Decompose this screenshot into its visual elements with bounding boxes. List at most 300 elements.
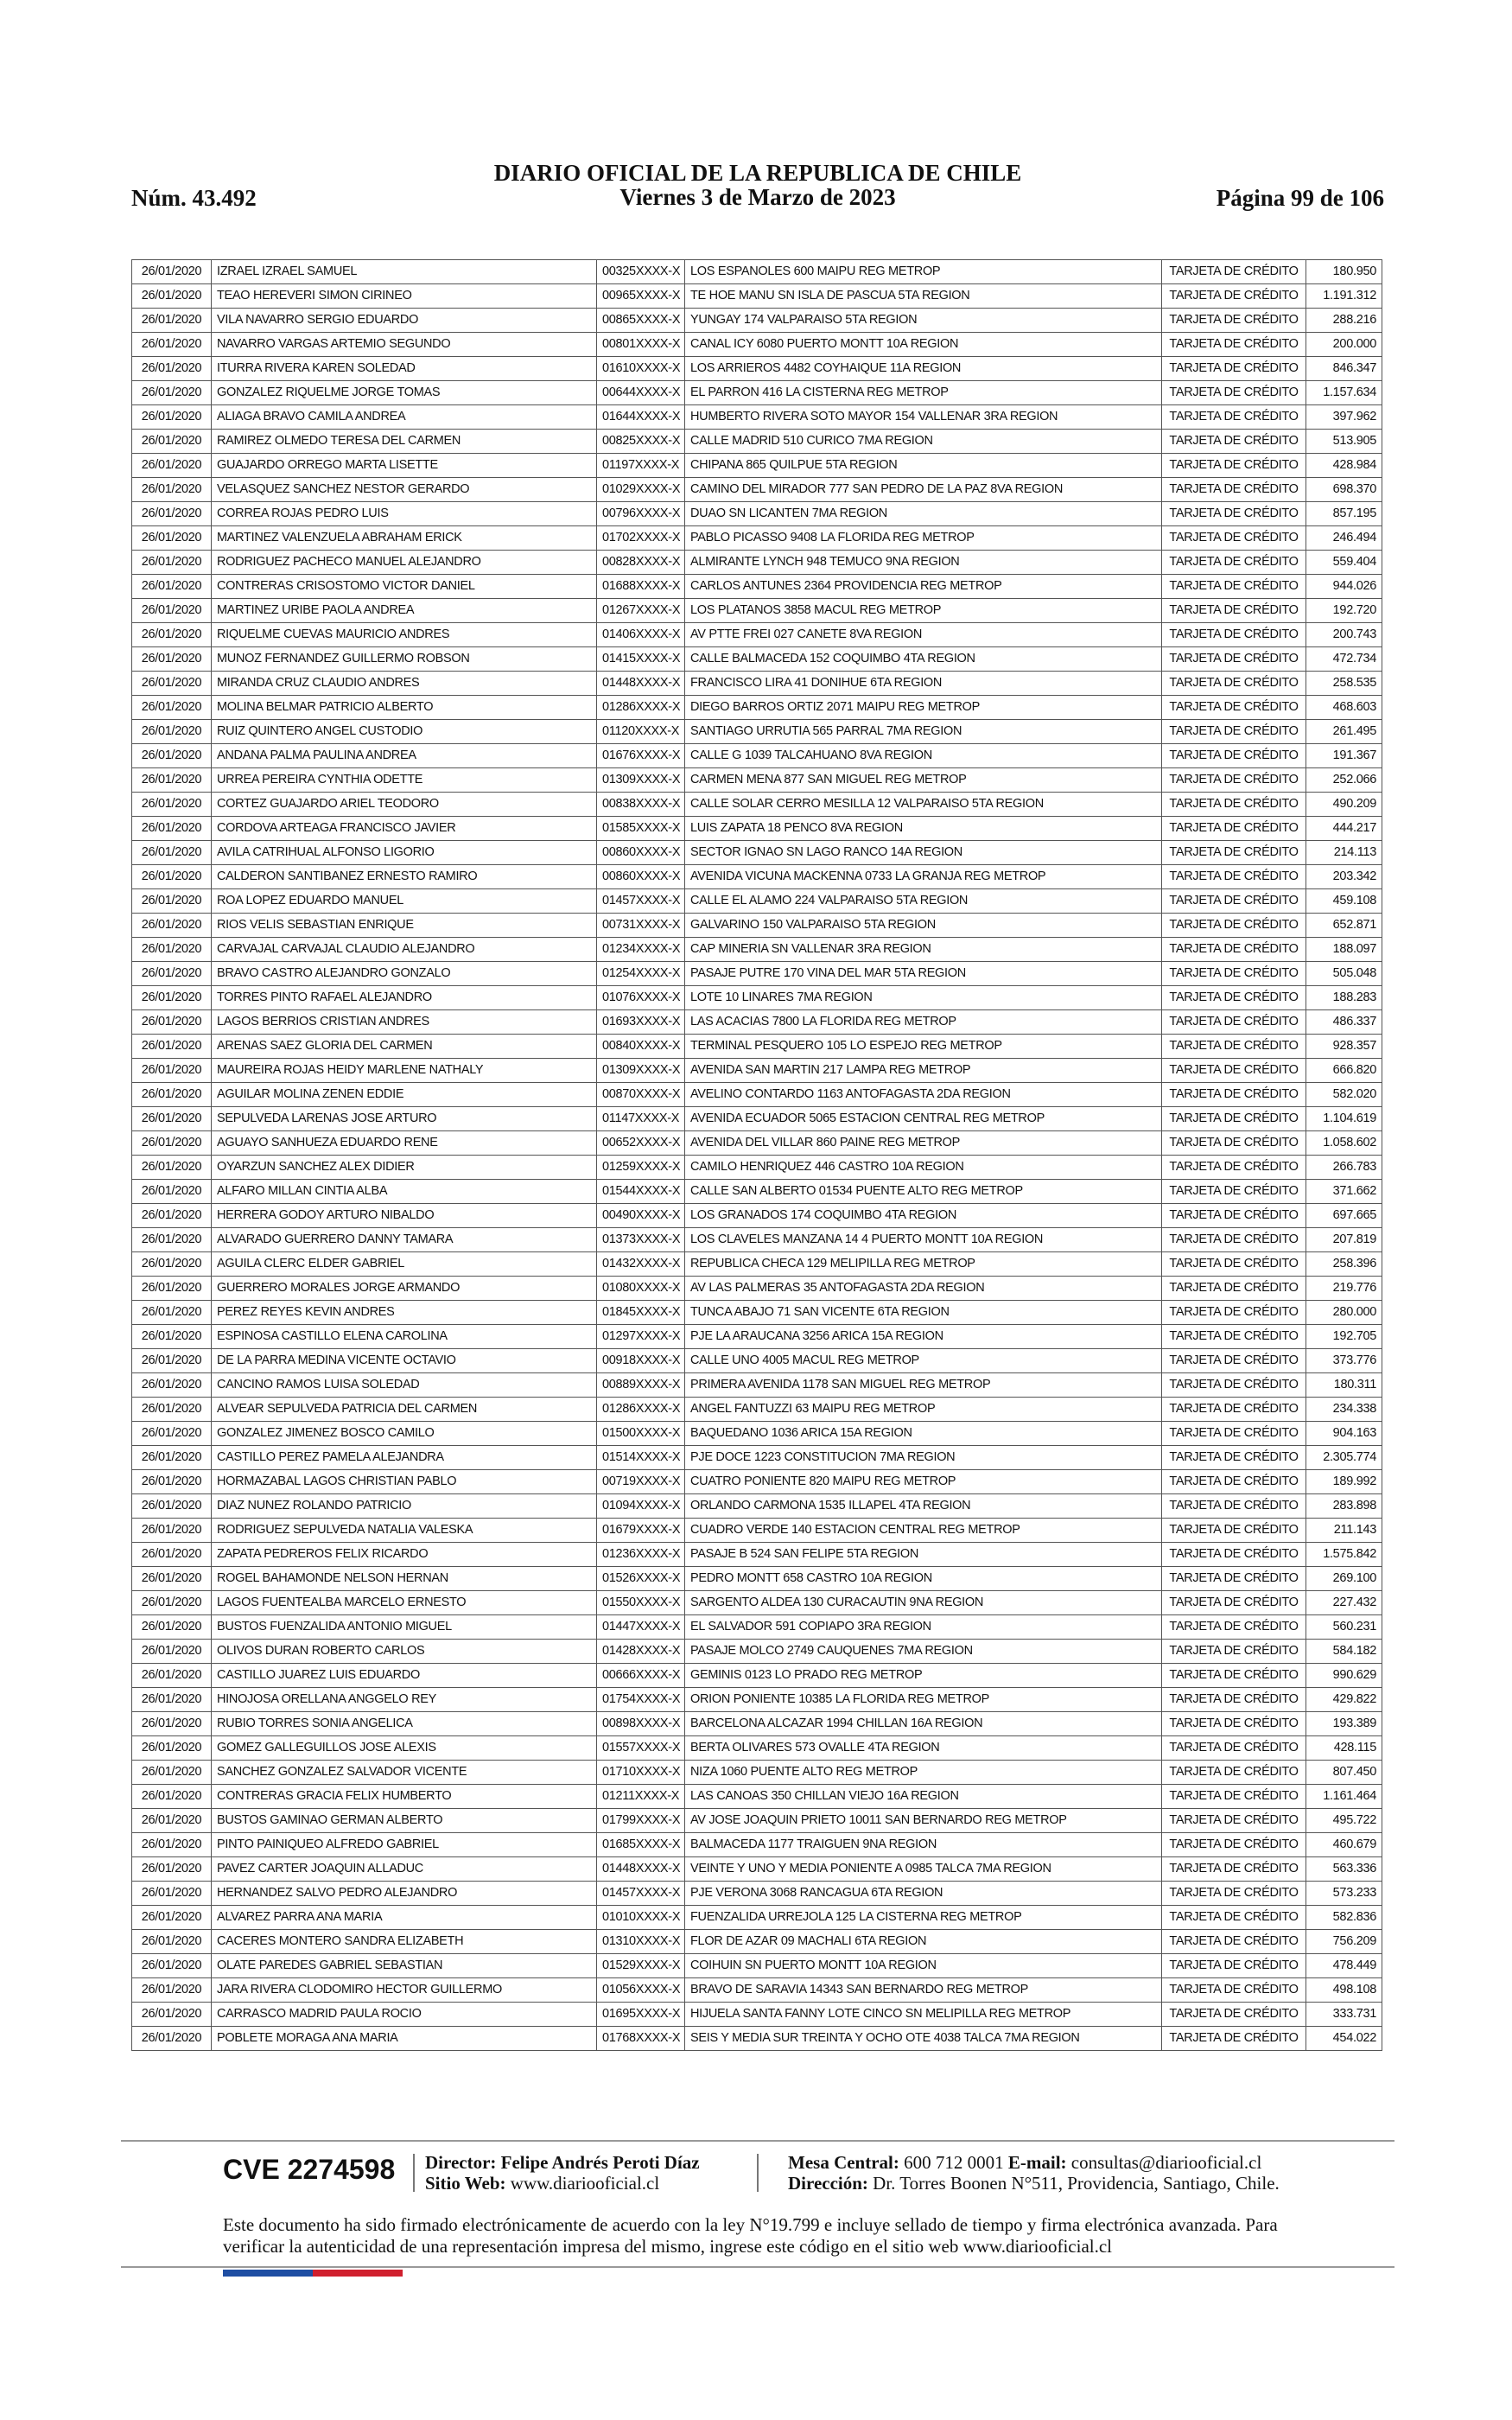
date-cell: 26/01/2020	[132, 1930, 212, 1954]
name-cell: RUIZ QUINTERO ANGEL CUSTODIO	[212, 720, 597, 744]
date-cell: 26/01/2020	[132, 1083, 212, 1107]
records-table-body	[132, 260, 1382, 2051]
rut-cell: 01526XXXX-X	[597, 1567, 685, 1591]
date-cell: 26/01/2020	[132, 1228, 212, 1252]
date-cell: 26/01/2020	[132, 1422, 212, 1446]
table-row	[132, 1131, 1382, 1156]
payment-type-cell: TARJETA DE CRÉDITO	[1162, 1615, 1306, 1640]
table-row	[132, 1809, 1382, 1833]
payment-type-cell: TARJETA DE CRÉDITO	[1162, 599, 1306, 623]
date-cell: 26/01/2020	[132, 672, 212, 696]
date-cell: 26/01/2020	[132, 768, 212, 793]
name-cell: VELASQUEZ SANCHEZ NESTOR GERARDO	[212, 478, 597, 502]
payment-type-cell: TARJETA DE CRÉDITO	[1162, 1882, 1306, 1906]
address-cell: ALMIRANTE LYNCH 948 TEMUCO 9NA REGION	[685, 551, 1162, 575]
rut-cell: 01286XXXX-X	[597, 696, 685, 720]
payment-type-cell: TARJETA DE CRÉDITO	[1162, 381, 1306, 405]
address-cell: SECTOR IGNAO SN LAGO RANCO 14A REGION	[685, 841, 1162, 865]
table-row	[132, 1761, 1382, 1785]
rut-cell: 01710XXXX-X	[597, 1761, 685, 1785]
footer-divider-top	[121, 2140, 1394, 2142]
date-cell: 26/01/2020	[132, 1325, 212, 1349]
name-cell: CALDERON SANTIBANEZ ERNESTO RAMIRO	[212, 865, 597, 889]
date-cell: 26/01/2020	[132, 1857, 212, 1882]
address-cell: LAS CANOAS 350 CHILLAN VIEJO 16A REGION	[685, 1785, 1162, 1809]
address-cell: TUNCA ABAJO 71 SAN VICENTE 6TA REGION	[685, 1301, 1162, 1325]
table-row	[132, 1301, 1382, 1325]
address-cell: BRAVO DE SARAVIA 14343 SAN BERNARDO REG METROP	[685, 1978, 1162, 2003]
name-cell: SANCHEZ GONZALEZ SALVADOR VICENTE	[212, 1761, 597, 1785]
address-cell: FUENZALIDA URREJOLA 125 LA CISTERNA REG METROP	[685, 1906, 1162, 1930]
table-row	[132, 1373, 1382, 1398]
amount-cell: 266.783	[1306, 1156, 1382, 1180]
rut-cell: 01211XXXX-X	[597, 1785, 685, 1809]
name-cell: URREA PEREIRA CYNTHIA ODETTE	[212, 768, 597, 793]
address-cell: BERTA OLIVARES 573 OVALLE 4TA REGION	[685, 1736, 1162, 1761]
table-row	[132, 1833, 1382, 1857]
name-cell: MAUREIRA ROJAS HEIDY MARLENE NATHALY	[212, 1059, 597, 1083]
web-link[interactable]: www.diariooficial.cl	[510, 2173, 660, 2194]
date-cell: 26/01/2020	[132, 1010, 212, 1035]
name-cell: CASTILLO PEREZ PAMELA ALEJANDRA	[212, 1446, 597, 1470]
rut-cell: 01147XXXX-X	[597, 1107, 685, 1131]
date-cell: 26/01/2020	[132, 430, 212, 454]
amount-cell: 258.396	[1306, 1252, 1382, 1277]
payment-type-cell: TARJETA DE CRÉDITO	[1162, 1978, 1306, 2003]
table-row	[132, 1494, 1382, 1519]
amount-cell: 269.100	[1306, 1567, 1382, 1591]
payment-type-cell: TARJETA DE CRÉDITO	[1162, 1059, 1306, 1083]
payment-type-cell: TARJETA DE CRÉDITO	[1162, 526, 1306, 551]
amount-cell: 288.216	[1306, 309, 1382, 333]
date-cell: 26/01/2020	[132, 333, 212, 357]
address-cell: CALLE BALMACEDA 152 COQUIMBO 4TA REGION	[685, 647, 1162, 672]
table-row	[132, 962, 1382, 986]
date-cell: 26/01/2020	[132, 1615, 212, 1640]
payment-type-cell: TARJETA DE CRÉDITO	[1162, 1761, 1306, 1785]
payment-type-cell: TARJETA DE CRÉDITO	[1162, 1567, 1306, 1591]
table-row	[132, 1712, 1382, 1736]
date-cell: 26/01/2020	[132, 1664, 212, 1688]
address-cell: AVENIDA ECUADOR 5065 ESTACION CENTRAL REG METROP	[685, 1107, 1162, 1131]
address-value: Dr. Torres Boonen N°511, Providencia, Santiago, Chile.	[873, 2173, 1280, 2194]
payment-type-cell: TARJETA DE CRÉDITO	[1162, 1010, 1306, 1035]
amount-cell: 573.233	[1306, 1882, 1382, 1906]
address-cell: BARCELONA ALCAZAR 1994 CHILLAN 16A REGION	[685, 1712, 1162, 1736]
date-cell: 26/01/2020	[132, 1567, 212, 1591]
address-cell: CALLE SOLAR CERRO MESILLA 12 VALPARAISO 5TA REGION	[685, 793, 1162, 817]
date-cell: 26/01/2020	[132, 502, 212, 526]
rut-cell: 01297XXXX-X	[597, 1325, 685, 1349]
address-cell: LOTE 10 LINARES 7MA REGION	[685, 986, 1162, 1010]
date-cell: 26/01/2020	[132, 1736, 212, 1761]
date-cell: 26/01/2020	[132, 1809, 212, 1833]
rut-cell: 00860XXXX-X	[597, 865, 685, 889]
rut-cell: 00840XXXX-X	[597, 1035, 685, 1059]
name-cell: CORREA ROJAS PEDRO LUIS	[212, 502, 597, 526]
amount-cell: 234.338	[1306, 1398, 1382, 1422]
table-row	[132, 1906, 1382, 1930]
web-label: Sitio Web:	[425, 2173, 506, 2194]
date-cell: 26/01/2020	[132, 1131, 212, 1156]
payment-type-cell: TARJETA DE CRÉDITO	[1162, 2027, 1306, 2051]
address-cell: CAMILO HENRIQUEZ 446 CASTRO 10A REGION	[685, 1156, 1162, 1180]
amount-cell: 207.819	[1306, 1228, 1382, 1252]
date-cell: 26/01/2020	[132, 1640, 212, 1664]
date-cell: 26/01/2020	[132, 817, 212, 841]
amount-cell: 373.776	[1306, 1349, 1382, 1373]
date-cell: 26/01/2020	[132, 309, 212, 333]
name-cell: POBLETE MORAGA ANA MARIA	[212, 2027, 597, 2051]
amount-cell: 397.962	[1306, 405, 1382, 430]
date-cell: 26/01/2020	[132, 1543, 212, 1567]
date-cell: 26/01/2020	[132, 1204, 212, 1228]
date-cell: 26/01/2020	[132, 1954, 212, 1978]
payment-type-cell: TARJETA DE CRÉDITO	[1162, 1470, 1306, 1494]
amount-cell: 478.449	[1306, 1954, 1382, 1978]
address-cell: AVELINO CONTARDO 1163 ANTOFAGASTA 2DA REGION	[685, 1083, 1162, 1107]
payment-type-cell: TARJETA DE CRÉDITO	[1162, 309, 1306, 333]
name-cell: RODRIGUEZ PACHECO MANUEL ALEJANDRO	[212, 551, 597, 575]
date-cell: 26/01/2020	[132, 1156, 212, 1180]
payment-type-cell: TARJETA DE CRÉDITO	[1162, 1156, 1306, 1180]
amount-cell: 444.217	[1306, 817, 1382, 841]
amount-cell: 490.209	[1306, 793, 1382, 817]
rut-cell: 01309XXXX-X	[597, 1059, 685, 1083]
rut-cell: 00644XXXX-X	[597, 381, 685, 405]
address-cell: DIEGO BARROS ORTIZ 2071 MAIPU REG METROP	[685, 696, 1162, 720]
amount-cell: 219.776	[1306, 1277, 1382, 1301]
address-cell: COIHUIN SN PUERTO MONTT 10A REGION	[685, 1954, 1162, 1978]
address-cell: FRANCISCO LIRA 41 DONIHUE 6TA REGION	[685, 672, 1162, 696]
table-row	[132, 1059, 1382, 1083]
address-cell: GEMINIS 0123 LO PRADO REG METROP	[685, 1664, 1162, 1688]
date-cell: 26/01/2020	[132, 1761, 212, 1785]
table-row	[132, 575, 1382, 599]
payment-type-cell: TARJETA DE CRÉDITO	[1162, 1204, 1306, 1228]
rut-cell: 01679XXXX-X	[597, 1519, 685, 1543]
table-row	[132, 1954, 1382, 1978]
director-info	[425, 2152, 700, 2194]
date-cell: 26/01/2020	[132, 1059, 212, 1083]
address-cell: SANTIAGO URRUTIA 565 PARRAL 7MA REGION	[685, 720, 1162, 744]
rut-cell: 01845XXXX-X	[597, 1301, 685, 1325]
name-cell: OLIVOS DURAN ROBERTO CARLOS	[212, 1640, 597, 1664]
name-cell: CARRASCO MADRID PAULA ROCIO	[212, 2003, 597, 2027]
amount-cell: 1.104.619	[1306, 1107, 1382, 1131]
name-cell: AGUILA CLERC ELDER GABRIEL	[212, 1252, 597, 1277]
email-link[interactable]: consultas@diariooficial.cl	[1070, 2152, 1262, 2173]
payment-type-cell: TARJETA DE CRÉDITO	[1162, 1301, 1306, 1325]
date-cell: 26/01/2020	[132, 720, 212, 744]
date-cell: 26/01/2020	[132, 696, 212, 720]
address-cell: AV JOSE JOAQUIN PRIETO 10011 SAN BERNARDO REG METROP	[685, 1809, 1162, 1833]
amount-cell: 428.115	[1306, 1736, 1382, 1761]
name-cell: DE LA PARRA MEDINA VICENTE OCTAVIO	[212, 1349, 597, 1373]
name-cell: GUAJARDO ORREGO MARTA LISETTE	[212, 454, 597, 478]
payment-type-cell: TARJETA DE CRÉDITO	[1162, 1736, 1306, 1761]
date-cell: 26/01/2020	[132, 1470, 212, 1494]
amount-cell: 189.992	[1306, 1470, 1382, 1494]
name-cell: OYARZUN SANCHEZ ALEX DIDIER	[212, 1156, 597, 1180]
name-cell: IZRAEL IZRAEL SAMUEL	[212, 260, 597, 284]
date-cell: 26/01/2020	[132, 1180, 212, 1204]
name-cell: BUSTOS GAMINAO GERMAN ALBERTO	[212, 1809, 597, 1833]
name-cell: CORDOVA ARTEAGA FRANCISCO JAVIER	[212, 817, 597, 841]
payment-type-cell: TARJETA DE CRÉDITO	[1162, 744, 1306, 768]
address-cell: CALLE UNO 4005 MACUL REG METROP	[685, 1349, 1162, 1373]
name-cell: ARENAS SAEZ GLORIA DEL CARMEN	[212, 1035, 597, 1059]
payment-type-cell: TARJETA DE CRÉDITO	[1162, 1446, 1306, 1470]
address-cell: CARMEN MENA 877 SAN MIGUEL REG METROP	[685, 768, 1162, 793]
rut-cell: 01610XXXX-X	[597, 357, 685, 381]
payment-type-cell: TARJETA DE CRÉDITO	[1162, 1906, 1306, 1930]
name-cell: BRAVO CASTRO ALEJANDRO GONZALO	[212, 962, 597, 986]
table-row	[132, 526, 1382, 551]
table-row	[132, 938, 1382, 962]
table-row	[132, 1180, 1382, 1204]
address-cell: CANAL ICY 6080 PUERTO MONTT 10A REGION	[685, 333, 1162, 357]
name-cell: ANDANA PALMA PAULINA ANDREA	[212, 744, 597, 768]
payment-type-cell: TARJETA DE CRÉDITO	[1162, 1954, 1306, 1978]
contact-info	[788, 2152, 1280, 2194]
table-row	[132, 405, 1382, 430]
amount-cell: 928.357	[1306, 1035, 1382, 1059]
date-cell: 26/01/2020	[132, 1978, 212, 2003]
amount-cell: 560.231	[1306, 1615, 1382, 1640]
table-row	[132, 1882, 1382, 1906]
date-cell: 26/01/2020	[132, 841, 212, 865]
rut-cell: 01685XXXX-X	[597, 1833, 685, 1857]
rut-cell: 01644XXXX-X	[597, 405, 685, 430]
table-row	[132, 1107, 1382, 1131]
page-header	[131, 161, 1384, 213]
address-cell: PJE VERONA 3068 RANCAGUA 6TA REGION	[685, 1882, 1162, 1906]
rut-cell: 01406XXXX-X	[597, 623, 685, 647]
records-table	[131, 259, 1382, 2051]
address-cell: BALMACEDA 1177 TRAIGUEN 9NA REGION	[685, 1833, 1162, 1857]
table-row	[132, 333, 1382, 357]
publication-date: Viernes 3 de Marzo de 2023	[619, 184, 896, 210]
table-row	[132, 720, 1382, 744]
address-cell: PABLO PICASSO 9408 LA FLORIDA REG METROP	[685, 526, 1162, 551]
table-row	[132, 1543, 1382, 1567]
payment-type-cell: TARJETA DE CRÉDITO	[1162, 284, 1306, 309]
name-cell: CORTEZ GUAJARDO ARIEL TEODORO	[212, 793, 597, 817]
rut-cell: 01234XXXX-X	[597, 938, 685, 962]
rut-cell: 00652XXXX-X	[597, 1131, 685, 1156]
address-cell: AVENIDA VICUNA MACKENNA 0733 LA GRANJA REG METROP	[685, 865, 1162, 889]
date-cell: 26/01/2020	[132, 1107, 212, 1131]
name-cell: ZAPATA PEDREROS FELIX RICARDO	[212, 1543, 597, 1567]
payment-type-cell: TARJETA DE CRÉDITO	[1162, 1591, 1306, 1615]
date-cell: 26/01/2020	[132, 260, 212, 284]
address-cell: DUAO SN LICANTEN 7MA REGION	[685, 502, 1162, 526]
name-cell: ROGEL BAHAMONDE NELSON HERNAN	[212, 1567, 597, 1591]
rut-cell: 01529XXXX-X	[597, 1954, 685, 1978]
date-cell: 26/01/2020	[132, 1494, 212, 1519]
table-row	[132, 1688, 1382, 1712]
name-cell: HORMAZABAL LAGOS CHRISTIAN PABLO	[212, 1470, 597, 1494]
amount-cell: 188.283	[1306, 986, 1382, 1010]
amount-cell: 468.603	[1306, 696, 1382, 720]
rut-cell: 01254XXXX-X	[597, 962, 685, 986]
rut-cell: 01676XXXX-X	[597, 744, 685, 768]
address-cell: GALVARINO 150 VALPARAISO 5TA REGION	[685, 914, 1162, 938]
rut-cell: 01080XXXX-X	[597, 1277, 685, 1301]
amount-cell: 191.367	[1306, 744, 1382, 768]
payment-type-cell: TARJETA DE CRÉDITO	[1162, 1688, 1306, 1712]
rut-cell: 01286XXXX-X	[597, 1398, 685, 1422]
address-cell: ORION PONIENTE 10385 LA FLORIDA REG METROP	[685, 1688, 1162, 1712]
payment-type-cell: TARJETA DE CRÉDITO	[1162, 1712, 1306, 1736]
amount-cell: 371.662	[1306, 1180, 1382, 1204]
name-cell: CARVAJAL CARVAJAL CLAUDIO ALEJANDRO	[212, 938, 597, 962]
payment-type-cell: TARJETA DE CRÉDITO	[1162, 1035, 1306, 1059]
payment-type-cell: TARJETA DE CRÉDITO	[1162, 454, 1306, 478]
amount-cell: 697.665	[1306, 1204, 1382, 1228]
payment-type-cell: TARJETA DE CRÉDITO	[1162, 889, 1306, 914]
table-row	[132, 260, 1382, 284]
amount-cell: 498.108	[1306, 1978, 1382, 2003]
amount-cell: 333.731	[1306, 2003, 1382, 2027]
payment-type-cell: TARJETA DE CRÉDITO	[1162, 817, 1306, 841]
table-row	[132, 1567, 1382, 1591]
address-cell: PJE LA ARAUCANA 3256 ARICA 15A REGION	[685, 1325, 1162, 1349]
amount-cell: 180.311	[1306, 1373, 1382, 1398]
date-cell: 26/01/2020	[132, 551, 212, 575]
address-cell: CAP MINERIA SN VALLENAR 3RA REGION	[685, 938, 1162, 962]
rut-cell: 00490XXXX-X	[597, 1204, 685, 1228]
name-cell: ROA LOPEZ EDUARDO MANUEL	[212, 889, 597, 914]
amount-cell: 505.048	[1306, 962, 1382, 986]
rut-cell: 00796XXXX-X	[597, 502, 685, 526]
amount-cell: 428.984	[1306, 454, 1382, 478]
amount-cell: 756.209	[1306, 1930, 1382, 1954]
name-cell: CONTRERAS CRISOSTOMO VICTOR DANIEL	[212, 575, 597, 599]
amount-cell: 495.722	[1306, 1809, 1382, 1833]
table-row	[132, 1736, 1382, 1761]
rut-cell: 01236XXXX-X	[597, 1543, 685, 1567]
address-cell: CARLOS ANTUNES 2364 PROVIDENCIA REG METROP	[685, 575, 1162, 599]
rut-cell: 01457XXXX-X	[597, 1882, 685, 1906]
amount-cell: 1.157.634	[1306, 381, 1382, 405]
payment-type-cell: TARJETA DE CRÉDITO	[1162, 720, 1306, 744]
date-cell: 26/01/2020	[132, 793, 212, 817]
name-cell: JARA RIVERA CLODOMIRO HECTOR GUILLERMO	[212, 1978, 597, 2003]
table-row	[132, 1083, 1382, 1107]
amount-cell: 846.347	[1306, 357, 1382, 381]
address-cell: BAQUEDANO 1036 ARICA 15A REGION	[685, 1422, 1162, 1446]
table-row	[132, 454, 1382, 478]
table-row	[132, 284, 1382, 309]
name-cell: OLATE PAREDES GABRIEL SEBASTIAN	[212, 1954, 597, 1978]
amount-cell: 1.575.842	[1306, 1543, 1382, 1567]
rut-cell: 00918XXXX-X	[597, 1349, 685, 1373]
table-row	[132, 1591, 1382, 1615]
rut-cell: 01702XXXX-X	[597, 526, 685, 551]
name-cell: GUERRERO MORALES JORGE ARMANDO	[212, 1277, 597, 1301]
table-row	[132, 672, 1382, 696]
rut-cell: 01010XXXX-X	[597, 1906, 685, 1930]
date-cell: 26/01/2020	[132, 1277, 212, 1301]
footer-separator	[413, 2154, 415, 2192]
name-cell: CANCINO RAMOS LUISA SOLEDAD	[212, 1373, 597, 1398]
amount-cell: 1.191.312	[1306, 284, 1382, 309]
payment-type-cell: TARJETA DE CRÉDITO	[1162, 405, 1306, 430]
rut-cell: 01259XXXX-X	[597, 1156, 685, 1180]
issue-number: Núm. 43.492	[131, 185, 257, 211]
address-cell: LOS PLATANOS 3858 MACUL REG METROP	[685, 599, 1162, 623]
payment-type-cell: TARJETA DE CRÉDITO	[1162, 260, 1306, 284]
address-cell: PASAJE MOLCO 2749 CAUQUENES 7MA REGION	[685, 1640, 1162, 1664]
rut-cell: 00965XXXX-X	[597, 284, 685, 309]
rut-cell: 00801XXXX-X	[597, 333, 685, 357]
amount-cell: 280.000	[1306, 1301, 1382, 1325]
payment-type-cell: TARJETA DE CRÉDITO	[1162, 938, 1306, 962]
payment-type-cell: TARJETA DE CRÉDITO	[1162, 1252, 1306, 1277]
address-label: Dirección:	[788, 2173, 868, 2194]
name-cell: ALIAGA BRAVO CAMILA ANDREA	[212, 405, 597, 430]
address-cell: HIJUELA SANTA FANNY LOTE CINCO SN MELIPILLA REG METROP	[685, 2003, 1162, 2027]
name-cell: HINOJOSA ORELLANA ANGGELO REY	[212, 1688, 597, 1712]
address-cell: AVENIDA DEL VILLAR 860 PAINE REG METROP	[685, 1131, 1162, 1156]
payment-type-cell: TARJETA DE CRÉDITO	[1162, 1277, 1306, 1301]
rut-cell: 01544XXXX-X	[597, 1180, 685, 1204]
address-cell: CAMINO DEL MIRADOR 777 SAN PEDRO DE LA PAZ 8VA REGION	[685, 478, 1162, 502]
table-row	[132, 647, 1382, 672]
amount-cell: 472.734	[1306, 647, 1382, 672]
rut-cell: 01197XXXX-X	[597, 454, 685, 478]
name-cell: MARTINEZ URIBE PAOLA ANDREA	[212, 599, 597, 623]
address-cell: ANGEL FANTUZZI 63 MAIPU REG METROP	[685, 1398, 1162, 1422]
payment-type-cell: TARJETA DE CRÉDITO	[1162, 1809, 1306, 1833]
address-cell: EL PARRON 416 LA CISTERNA REG METROP	[685, 381, 1162, 405]
amount-cell: 214.113	[1306, 841, 1382, 865]
date-cell: 26/01/2020	[132, 526, 212, 551]
address-cell: CALLE G 1039 TALCAHUANO 8VA REGION	[685, 744, 1162, 768]
payment-type-cell: TARJETA DE CRÉDITO	[1162, 1930, 1306, 1954]
rut-cell: 00325XXXX-X	[597, 260, 685, 284]
date-cell: 26/01/2020	[132, 1301, 212, 1325]
amount-cell: 807.450	[1306, 1761, 1382, 1785]
amount-cell: 192.705	[1306, 1325, 1382, 1349]
date-cell: 26/01/2020	[132, 1688, 212, 1712]
amount-cell: 203.342	[1306, 865, 1382, 889]
page-number: Página 99 de 106	[1216, 185, 1384, 211]
date-cell: 26/01/2020	[132, 889, 212, 914]
table-row	[132, 1277, 1382, 1301]
date-cell: 26/01/2020	[132, 1785, 212, 1809]
date-cell: 26/01/2020	[132, 2003, 212, 2027]
rut-cell: 01799XXXX-X	[597, 1809, 685, 1833]
director-name: Felipe Andrés Peroti Díaz	[500, 2152, 700, 2173]
rut-cell: 01120XXXX-X	[597, 720, 685, 744]
payment-type-cell: TARJETA DE CRÉDITO	[1162, 1640, 1306, 1664]
payment-type-cell: TARJETA DE CRÉDITO	[1162, 1131, 1306, 1156]
date-cell: 26/01/2020	[132, 357, 212, 381]
director-label: Director:	[425, 2152, 497, 2173]
table-row	[132, 841, 1382, 865]
payment-type-cell: TARJETA DE CRÉDITO	[1162, 1228, 1306, 1252]
address-cell: AV LAS PALMERAS 35 ANTOFAGASTA 2DA REGION	[685, 1277, 1162, 1301]
rut-cell: 00870XXXX-X	[597, 1083, 685, 1107]
table-row	[132, 309, 1382, 333]
amount-cell: 666.820	[1306, 1059, 1382, 1083]
rut-cell: 01457XXXX-X	[597, 889, 685, 914]
amount-cell: 1.058.602	[1306, 1131, 1382, 1156]
rut-cell: 01310XXXX-X	[597, 1930, 685, 1954]
